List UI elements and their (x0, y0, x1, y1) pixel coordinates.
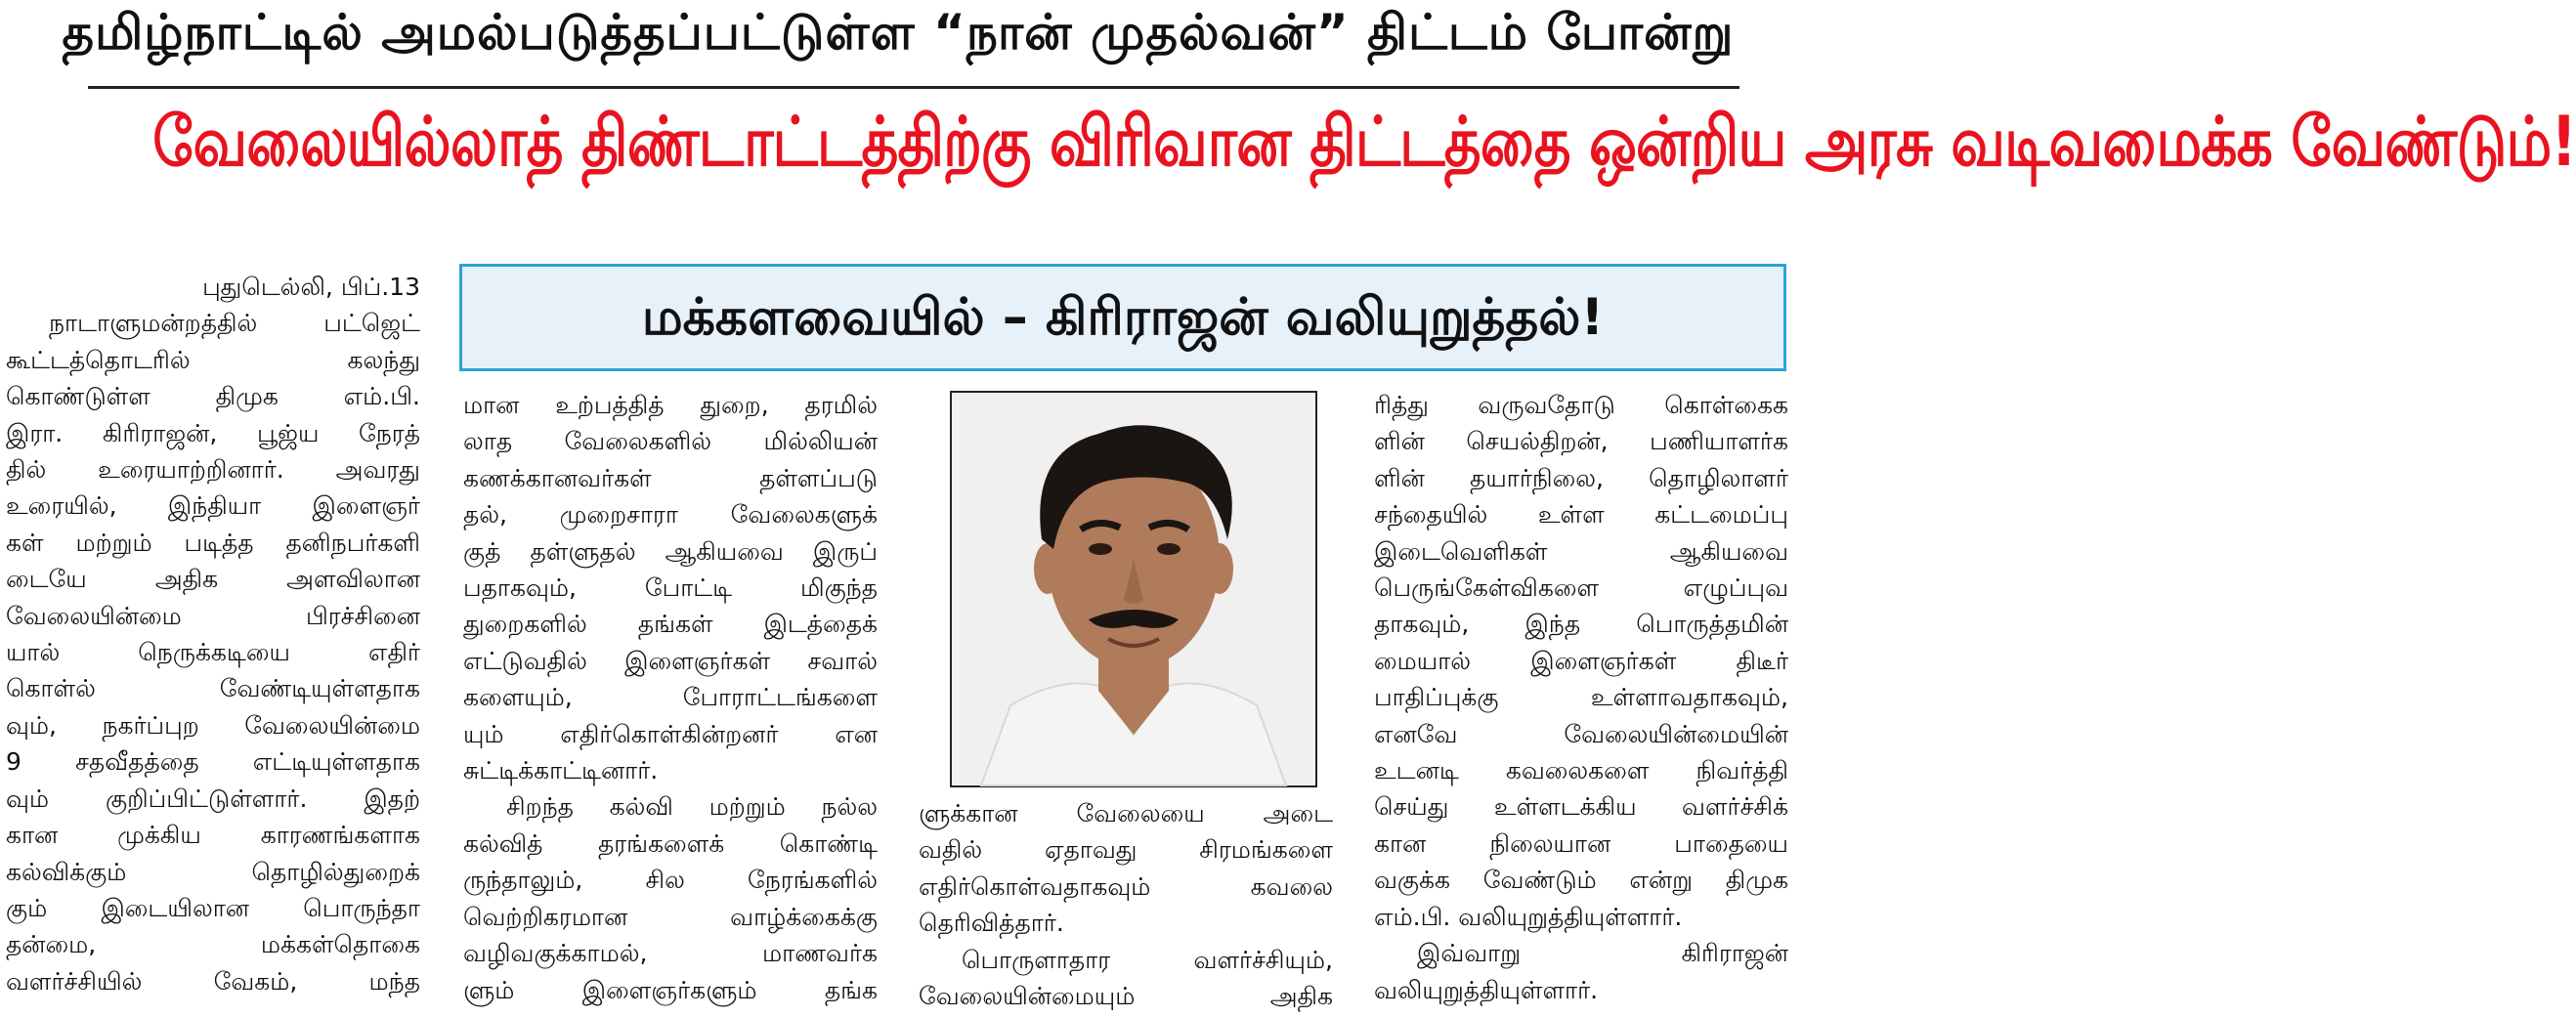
text-line: தெரிவித்தார். (919, 909, 1064, 938)
text-line: பொருளாதார வளர்ச்சியும், (962, 945, 1333, 974)
portrait-photo-icon (952, 393, 1315, 785)
text-line: கும் இடையிலான பொருந்தா (6, 893, 420, 922)
text-line: உடனடி கவலைகளை நிவர்த்தி (1374, 756, 1788, 785)
text-line: செய்து உள்ளடக்கிய வளர்ச்சிக் (1374, 792, 1788, 822)
article-kicker: தமிழ்நாட்டில் அமல்படுத்தப்பட்டுள்ள “நான் முதல்வன்” திட்டம் போன்று (62, 4, 1735, 61)
text-line: கான முக்கிய காரணங்களாக (6, 821, 420, 850)
text-line: எனவே வேலையின்மையின் (1374, 719, 1788, 748)
text-line: எம்.பி. வலியுறுத்தியுள்ளார். (1374, 902, 1683, 931)
text-line: வகுக்க வேண்டும் என்று திமுக (1374, 866, 1788, 895)
text-line: ரித்து வருவதோடு கொள்கைக (1374, 391, 1788, 419)
text-line: வும், நகர்ப்புற வேலையின்மை (6, 710, 420, 740)
text-line: கணக்கானவர்கள் தள்ளப்படு (463, 463, 878, 492)
text-line: கூட்டத்தொடரில் கலந்து (6, 345, 420, 374)
subhead-box (459, 264, 1786, 371)
text-line: இடைவெளிகள் ஆகியவை (1374, 536, 1788, 566)
text-line: இவ்வாறு கிரிராஜன் (1417, 939, 1788, 968)
text-line: யால் நெருக்கடியை எதிர் (6, 638, 420, 667)
text-line: வேலையின்மையும் அதிக (919, 982, 1333, 1011)
eye-left (1089, 543, 1112, 555)
portrait-photo (950, 391, 1317, 787)
text-line: தன்மை, மக்கள்தொகை (6, 930, 420, 959)
text-line: நாடாளுமன்றத்தில் பட்ஜெட் (49, 309, 420, 338)
text-line: கள் மற்றும் படித்த தனிநபர்களி (6, 528, 420, 557)
ear-left (1034, 543, 1061, 594)
eye-right (1157, 543, 1181, 555)
text-line: பதாகவும், போட்டி மிகுந்த (463, 573, 878, 603)
text-line: எதிர்கொள்வதாகவும் கவலை (919, 871, 1333, 901)
text-line: கொண்டுள்ள திமுக எம்.பி. (6, 382, 420, 411)
text-line: 9 சதவீதத்தை எட்டியுள்ளதாக (6, 747, 420, 777)
text-line: வதில் ஏதாவது சிரமங்களை (919, 835, 1333, 865)
text-line: வேலையின்மை பிரச்சினை (6, 601, 420, 630)
text-line: ளின் செயல்திறன், பணியாளர்க (1374, 427, 1788, 456)
text-line: தல், முறைசாரா வேலைகளுக் (463, 500, 878, 530)
text-line: தாகவும், இந்த பொருத்தமின் (1374, 610, 1788, 639)
text-line: குத் தள்ளுதல் ஆகியவை இருப் (463, 536, 878, 566)
text-line: லாத வேலைகளில் மில்லியன் (463, 427, 878, 456)
text-line: ளும் இளைஞர்களும் தங்க (463, 975, 878, 1004)
text-line: தில் உரையாற்றினார். அவரது (6, 455, 420, 485)
text-line: உரையில், இந்தியா இளைஞர் (6, 491, 420, 521)
text-line: வளர்ச்சியில் வேகம், மந்த (6, 966, 420, 996)
text-line: சுட்டிக்காட்டினார். (463, 756, 659, 785)
article-column-2 (463, 387, 878, 1008)
text-line: இரா. கிரிராஜன், பூஜ்ய நேரத் (6, 418, 420, 447)
text-line: கல்வித் தரங்களைக் கொண்டி (463, 828, 878, 858)
article-column-1 (6, 269, 420, 999)
text-line: வழிவகுக்காமல், மாணவர்க (463, 939, 878, 968)
text-line: கல்விக்கும் தொழில்துறைக் (6, 857, 420, 886)
text-line: சந்தையில் உள்ள கட்டமைப்பு (1374, 500, 1788, 530)
article-column-4 (1374, 387, 1788, 1008)
text-line: ளின் தயார்நிலை, தொழிலாளர் (1374, 463, 1788, 492)
text-line: கொள்ல் வேண்டியுள்ளதாக (6, 674, 420, 703)
article-column-3 (919, 795, 1333, 1014)
article-headline: வேலையில்லாத் திண்டாட்டத்திற்கு விரிவான திட்டத்தை ஒன்றிய அரசு வடிவமைக்க வேண்டும்! (152, 102, 2576, 182)
text-line: ருந்தாலும், சில நேரங்களில் (463, 866, 878, 895)
text-line: துறைகளில் தங்கள் இடத்தைக் (463, 610, 878, 639)
text-line: கான நிலையான பாதையை (1374, 828, 1788, 858)
text-line: பெருங்கேள்விகளை எழுப்புவ (1374, 573, 1788, 603)
article-subhead: மக்களவையில் – கிரிராஜன் வலியுறுத்தல்! (641, 288, 1605, 347)
kicker-underline (88, 86, 1739, 89)
text-line: ளுக்கான வேலையை அடை (919, 799, 1333, 827)
text-line: டையே அதிக அளவிலான (6, 565, 420, 594)
text-line: வெற்றிகரமான வாழ்க்கைக்கு (463, 902, 878, 931)
text-line: களையும், போராட்டங்களை (463, 683, 878, 712)
text-line: சிறந்த கல்வி மற்றும் நல்ல (506, 792, 878, 822)
text-line: மையால் இளைஞர்கள் திடீர் (1374, 646, 1788, 675)
dateline: புதுடெல்லி, பிப்.13 (202, 273, 420, 301)
text-line: வும் குறிப்பிட்டுள்ளார். இதற் (6, 784, 420, 813)
ear-right (1206, 543, 1233, 594)
text-line: எட்டுவதில் இளைஞர்கள் சவால் (463, 646, 878, 675)
text-line: வலியுறுத்தியுள்ளார். (1374, 975, 1599, 1004)
text-line: யும் எதிர்கொள்கின்றனர் என (463, 719, 878, 748)
text-line: மான உற்பத்தித் துறை, தரமில் (463, 391, 878, 419)
text-line: பாதிப்புக்கு உள்ளாவதாகவும், (1374, 683, 1788, 712)
